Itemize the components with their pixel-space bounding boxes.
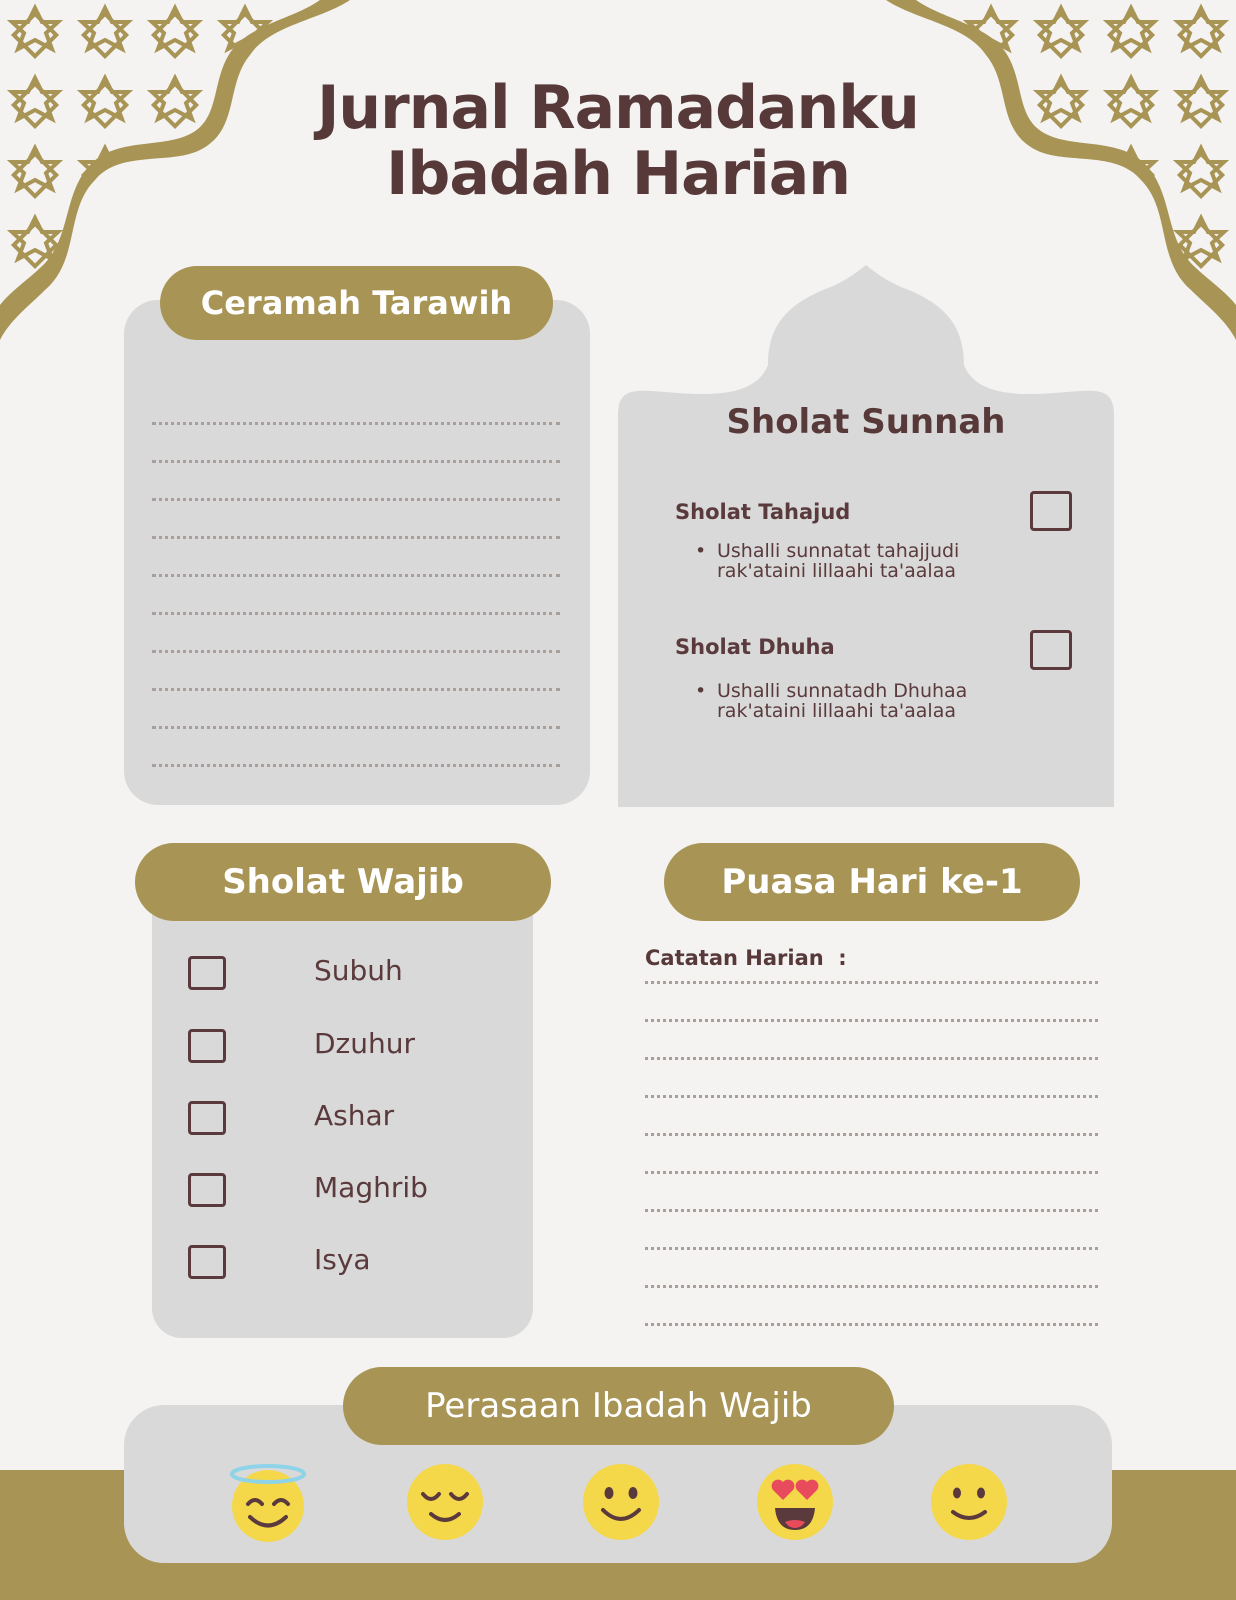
slight-smile-icon[interactable] [929,1462,1009,1542]
maghrib-checkbox[interactable] [188,1173,226,1207]
prayer-label-ashar: Ashar [314,1099,395,1132]
relieved-face-icon[interactable] [405,1462,485,1542]
halo-smile-icon[interactable] [228,1462,308,1542]
puasa-header [664,843,1080,921]
perasaan-label: Perasaan Ibadah Wajib [425,1386,812,1426]
wajib-label: Sholat Wajib [222,862,464,902]
prayer-label-subuh: Subuh [314,954,403,987]
catatan-label: Catatan Harian : [645,946,847,970]
ceramah-label: Ceramah Tarawih [200,284,513,322]
prayer-label-maghrib: Maghrib [314,1171,428,1204]
ceramah-header [160,266,553,340]
title-line-1: Jurnal Ramadanku [317,73,919,143]
title-line-2: Ibadah Harian [386,139,850,209]
sunnah-item-desc-1: • Ushalli sunnatat tahajjudi rak'ataini lillaahi ta'aalaa [717,541,1017,581]
wajib-header [135,843,551,921]
sunnah-item-name-1: Sholat Tahajud [675,500,851,524]
ceramah-card [124,300,590,805]
sunnah-card [618,265,1114,807]
heart-eyes-icon[interactable] [755,1462,835,1542]
sunnah-item-desc-2: • Ushalli sunnatadh Dhuhaa rak'ataini lillaahi ta'aalaa [717,681,1017,721]
smiling-face-icon[interactable] [581,1462,661,1542]
prayer-label-isya: Isya [314,1243,371,1276]
tahajud-checkbox[interactable] [1030,491,1072,531]
sunnah-title: Sholat Sunnah [726,402,1006,442]
dhuha-checkbox[interactable] [1030,630,1072,670]
subuh-checkbox[interactable] [188,956,226,990]
puasa-label: Puasa Hari ke-1 [721,862,1023,902]
sunnah-item-name-2: Sholat Dhuha [675,635,835,659]
perasaan-header [343,1367,894,1445]
isya-checkbox[interactable] [188,1245,226,1279]
ashar-checkbox[interactable] [188,1101,226,1135]
prayer-label-dzuhur: Dzuhur [314,1027,416,1060]
dzuhur-checkbox[interactable] [188,1029,226,1063]
page-title [0,75,1236,207]
